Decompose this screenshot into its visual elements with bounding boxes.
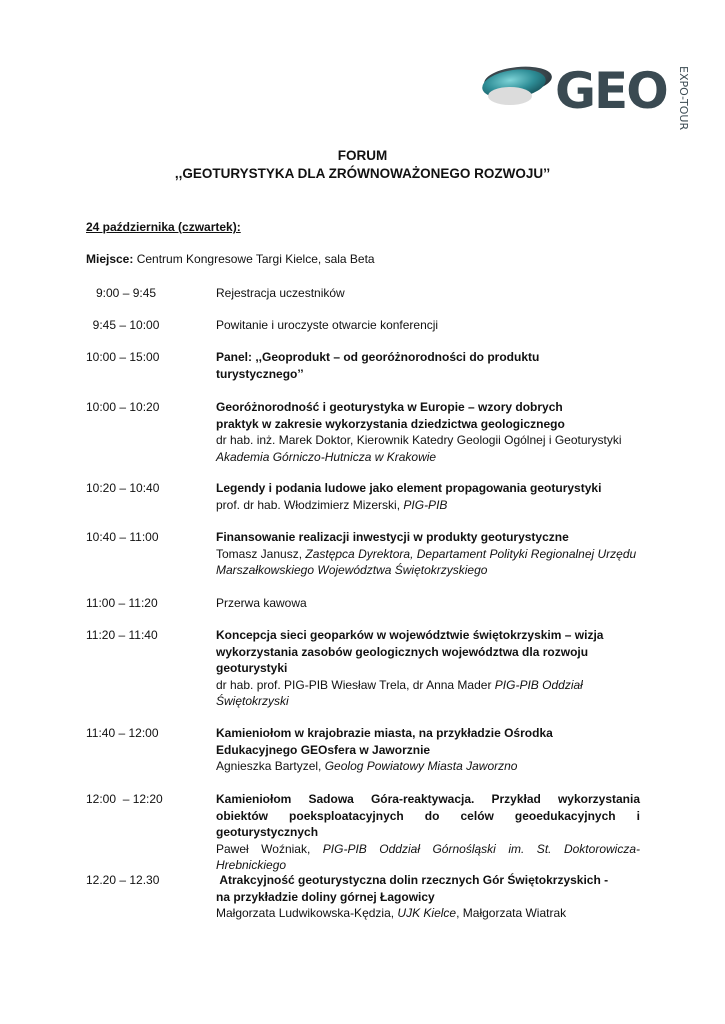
schedule-title: Georóżnorodność i geoturystyka w Europie – wzory dobrych praktyk w zakresie wykorzystania dziedzictwa geologicznego [216, 400, 565, 431]
schedule-speaker: dr hab. inż. Marek Doktor, Kierownik Katedry Geologii Ogólnej i Geoturystyki [216, 433, 622, 447]
schedule-affiliation: Akademia Górniczo-Hutnicza w Krakowie [216, 449, 437, 464]
schedule-time: 10:40 – 11:00 [86, 530, 159, 544]
schedule-speaker: Małgorzata Ludwikowska-Kędzia, [216, 906, 398, 920]
schedule-speaker: Paweł Woźniak, [216, 841, 323, 856]
schedule-time: 12.20 – 12.30 [86, 873, 160, 887]
place-label: Miejsce: [86, 252, 134, 266]
logo-side-text: EXPO-TOUR [677, 66, 690, 131]
schedule-speaker-tail: , Małgorzata Wiatrak [456, 906, 567, 920]
schedule-affiliation: PIG-PIB [403, 497, 448, 512]
schedule-speaker: prof. dr hab. Włodzimierz Mizerski, [216, 497, 404, 512]
schedule-text: Przerwa kawowa [216, 596, 307, 610]
schedule-affiliation: PIG-PIB Oddział Świętokrzyski [216, 677, 583, 708]
event-place [86, 252, 375, 266]
schedule-affiliation: PIG-PIB Oddział Górnośląski im. St. Doktorowicza-Hrebnickiego [216, 841, 640, 872]
schedule-text: Powitanie i uroczyste otwarcie konferencji [216, 318, 439, 332]
schedule-time: 9:00 – 9:45 [86, 286, 157, 300]
logo-word: GEO [555, 62, 667, 120]
schedule-text: Rejestracja uczestników [216, 286, 345, 300]
schedule-affiliation: Zastępca Dyrektora, Departament Polityki Regionalnej Urzędu Marszałkowskiego Województwa Świętokrzyskiego [216, 546, 637, 577]
schedule-speaker: dr hab. prof. PIG-PIB Wiesław Trela, dr Anna Mader [216, 677, 495, 692]
schedule-title: Finansowanie realizacji inwestycji w produkty geoturystyczne [216, 530, 569, 544]
schedule-title: Legendy i podania ludowe jako element propagowania geoturystyki [216, 481, 602, 495]
schedule-time: 10:20 – 10:40 [86, 481, 160, 495]
schedule-time: 9:45 – 10:00 [86, 318, 160, 332]
schedule-affiliation: Geolog Powiatowy Miasta Jaworzno [324, 759, 518, 773]
schedule-title: Kamieniołom Sadowa Góra-reaktywacja. Przykład wykorzystania obiektów poeksploatacyjnych do celów geoedukacyjnych i geoturystycznych [216, 792, 640, 839]
document-title [0, 147, 725, 183]
schedule-time: 12:00 – 12:20 [86, 792, 163, 806]
schedule-time: 11:40 – 12:00 [86, 726, 159, 740]
schedule-affiliation: UJK Kielce [397, 906, 457, 920]
schedule-time: 11:00 – 11:20 [86, 596, 158, 610]
schedule-time: 10:00 – 15:00 [86, 350, 160, 364]
place-value: Centrum Kongresowe Targi Kielce, sala Beta [133, 252, 375, 266]
title-line-1: FORUM [337, 148, 388, 163]
event-date: 24 października (czwartek): [86, 220, 241, 234]
schedule-title: Atrakcyjność geoturystyczna dolin rzecznych Gór Świętokrzyskich - na przykładzie doliny górnej Łagowicy [216, 873, 612, 904]
schedule-time: 11:20 – 11:40 [86, 628, 158, 642]
schedule-speaker: Agnieszka Bartyzel, [216, 759, 325, 773]
schedule-title: Panel: ,,Geoprodukt – od georóżnorodności do produktu turystycznego’’ [216, 350, 540, 381]
schedule-speaker: Tomasz Janusz, [216, 546, 306, 561]
schedule-title: Koncepcja sieci geoparków w województwie świętokrzyskim – wizja wykorzystania zasobów geologicznych województwa dla rozwoju geoturystyki [216, 628, 604, 675]
geo-expo-tour-logo [480, 58, 690, 138]
title-line-2: ,,GEOTURYSTYKA DLA ZRÓWNOWAŻONEGO ROZWOJU’’ [174, 166, 551, 181]
schedule-title: Kamieniołom w krajobrazie miasta, na przykładzie Ośrodka Edukacyjnego GEOsfera w Jaworznie [216, 726, 553, 757]
schedule-time: 10:00 – 10:20 [86, 400, 160, 414]
